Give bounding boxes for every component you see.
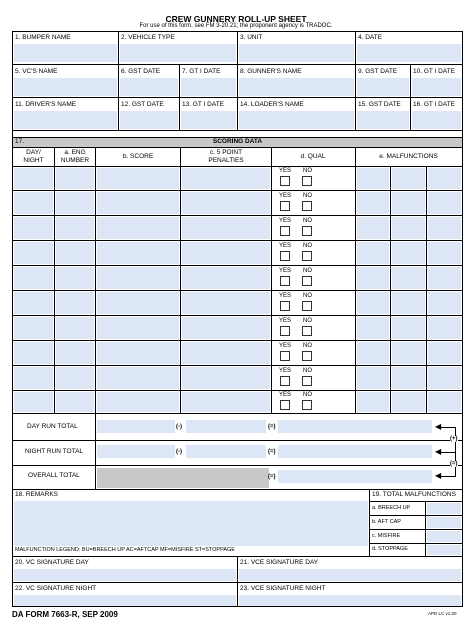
driver-name-label: 11. DRIVER'S NAME bbox=[15, 101, 77, 108]
gunner-gst-date-field[interactable] bbox=[357, 78, 409, 96]
day-night-header-line2: NIGHT bbox=[23, 157, 44, 164]
malfunction-cell[interactable] bbox=[428, 168, 461, 189]
malfunction-cell[interactable] bbox=[392, 168, 425, 189]
overall-total-label: OVERALL TOTAL bbox=[28, 472, 80, 479]
malfunctions-header: e. MALFUNCTIONS bbox=[379, 153, 438, 160]
malfunction-legend: MALFUNCTION LEGEND: BU=BREECH UP AC=AFTCAP MF=MISFIRE ST=STOPPAGE bbox=[15, 547, 235, 553]
eng-number-cell[interactable] bbox=[56, 217, 94, 239]
day-night-cell[interactable] bbox=[14, 342, 53, 364]
malfunction-cell[interactable] bbox=[428, 392, 461, 412]
day-night-cell[interactable] bbox=[14, 242, 53, 264]
loader-name-field[interactable] bbox=[239, 111, 354, 129]
day-night-cell[interactable] bbox=[14, 168, 53, 189]
form-id: DA FORM 7663-R, SEP 2009 bbox=[12, 610, 118, 619]
qual-yes-checkbox[interactable] bbox=[280, 226, 290, 236]
vehicle-type-field[interactable] bbox=[120, 44, 236, 62]
malfunction-cell[interactable] bbox=[392, 192, 425, 214]
bumper-name-label: 1. BUMPER NAME bbox=[15, 34, 71, 41]
qual-yes-label: YES bbox=[279, 268, 292, 274]
penalties-cell[interactable] bbox=[182, 168, 270, 189]
day-night-cell[interactable] bbox=[14, 392, 53, 412]
gunner-gt-date-label: 10. GT I DATE bbox=[413, 68, 456, 75]
vc-signature-night-label: 22. VC SIGNATURE NIGHT bbox=[15, 585, 97, 592]
penalties-cell[interactable] bbox=[182, 392, 270, 412]
vc-gt-date-label: 7. GT I DATE bbox=[182, 68, 221, 75]
eng-number-header-line1: a. ENG bbox=[64, 149, 86, 156]
qual-yes-checkbox[interactable] bbox=[280, 301, 290, 311]
qual-no-checkbox[interactable] bbox=[302, 301, 312, 311]
qual-yes-checkbox[interactable] bbox=[280, 201, 290, 211]
malfunction-cell[interactable] bbox=[357, 217, 389, 239]
penalties-header bbox=[181, 149, 271, 165]
eng-number-header bbox=[55, 149, 95, 165]
form-subtitle: For use of this form, see FM 3-20.21; the proponent agency is TRADOC. bbox=[139, 23, 333, 29]
qual-yes-label: YES bbox=[279, 318, 292, 324]
bumper-name-field[interactable] bbox=[14, 44, 117, 62]
qual-yes-checkbox[interactable] bbox=[280, 176, 290, 186]
malfunction-cell[interactable] bbox=[392, 292, 425, 314]
penalties-header-line1: c. 5 POINT bbox=[209, 149, 243, 156]
scoring-data-title: SCORING DATA bbox=[212, 138, 263, 145]
arrow-left-icon: ◀ bbox=[435, 422, 442, 431]
qual-no-checkbox[interactable] bbox=[302, 376, 312, 386]
qual-no-checkbox[interactable] bbox=[302, 226, 312, 236]
eng-number-cell[interactable] bbox=[56, 342, 94, 364]
score-cell[interactable] bbox=[97, 317, 179, 339]
qual-yes-checkbox[interactable] bbox=[280, 276, 290, 286]
aft-cap-label: b. AFT CAP bbox=[372, 519, 401, 525]
night-equals-sign: (=) bbox=[268, 449, 276, 455]
day-equals-sign: (=) bbox=[268, 424, 276, 430]
loader-name-label: 14. LOADER'S NAME bbox=[240, 101, 304, 108]
loader-gt-date-label: 16. GT I DATE bbox=[413, 101, 456, 108]
night-run-penalty-field[interactable] bbox=[186, 445, 266, 458]
malfunction-cell[interactable] bbox=[392, 342, 425, 364]
overall-equals-sign: (=) bbox=[268, 474, 276, 480]
malfunction-cell[interactable] bbox=[428, 242, 461, 264]
qual-no-checkbox[interactable] bbox=[302, 251, 312, 261]
loader-gst-date-label: 15. GST DATE bbox=[358, 101, 401, 108]
date-field[interactable] bbox=[357, 44, 461, 62]
qual-no-checkbox[interactable] bbox=[302, 176, 312, 186]
aft-cap-count[interactable] bbox=[427, 517, 461, 528]
remarks-field[interactable] bbox=[14, 501, 368, 546]
malfunction-cell[interactable] bbox=[392, 367, 425, 389]
eng-number-cell[interactable] bbox=[56, 242, 94, 264]
malfunction-cell[interactable] bbox=[392, 242, 425, 264]
day-night-cell[interactable] bbox=[14, 292, 53, 314]
eng-number-cell[interactable] bbox=[56, 292, 94, 314]
qual-yes-label: YES bbox=[279, 243, 292, 249]
malfunction-cell[interactable] bbox=[428, 317, 461, 339]
penalties-cell[interactable] bbox=[182, 267, 270, 289]
vc-gst-date-label: 6. GST DATE bbox=[121, 68, 161, 75]
qual-no-checkbox[interactable] bbox=[302, 201, 312, 211]
malfunction-cell[interactable] bbox=[357, 367, 389, 389]
driver-gst-date-field[interactable] bbox=[120, 111, 178, 129]
unit-field[interactable] bbox=[239, 44, 354, 62]
vc-signature-night-field[interactable] bbox=[14, 595, 236, 606]
vc-gt-date-field[interactable] bbox=[181, 78, 236, 96]
scoring-number: 17. bbox=[15, 138, 25, 145]
night-run-total-label: NIGHT RUN TOTAL bbox=[25, 448, 84, 455]
driver-gt-date-field[interactable] bbox=[181, 111, 236, 129]
score-cell[interactable] bbox=[97, 367, 179, 389]
gunner-gt-date-field[interactable] bbox=[412, 78, 461, 96]
penalties-cell[interactable] bbox=[182, 342, 270, 364]
night-minus-sign: (-) bbox=[176, 449, 182, 455]
penalties-cell[interactable] bbox=[182, 367, 270, 389]
qual-no-label: NO bbox=[303, 193, 312, 199]
score-cell[interactable] bbox=[97, 168, 179, 189]
malfunction-cell[interactable] bbox=[357, 168, 389, 189]
qual-no-label: NO bbox=[303, 368, 312, 374]
qual-yes-label: YES bbox=[279, 168, 292, 174]
malfunction-cell[interactable] bbox=[357, 267, 389, 289]
score-cell[interactable] bbox=[97, 217, 179, 239]
day-run-total-field[interactable] bbox=[278, 420, 432, 433]
qual-yes-checkbox[interactable] bbox=[280, 251, 290, 261]
qual-header: d. QUAL bbox=[300, 153, 326, 160]
breech-up-label: a. BREECH UP bbox=[372, 505, 411, 511]
qual-yes-checkbox[interactable] bbox=[280, 351, 290, 361]
day-night-cell[interactable] bbox=[14, 217, 53, 239]
day-run-total-label: DAY RUN TOTAL bbox=[27, 423, 78, 430]
vce-signature-day-field[interactable] bbox=[239, 569, 461, 581]
eng-number-header-line2: NUMBER bbox=[60, 157, 90, 164]
day-night-cell[interactable] bbox=[14, 192, 53, 214]
malfunction-cell[interactable] bbox=[392, 392, 425, 412]
penalties-cell[interactable] bbox=[182, 217, 270, 239]
eng-number-cell[interactable] bbox=[56, 168, 94, 189]
eng-number-cell[interactable] bbox=[56, 317, 94, 339]
qual-no-label: NO bbox=[303, 343, 312, 349]
vc-signature-day-label: 20. VC SIGNATURE DAY bbox=[15, 559, 89, 566]
score-cell[interactable] bbox=[97, 192, 179, 214]
qual-no-label: NO bbox=[303, 392, 312, 398]
qual-no-label: NO bbox=[303, 218, 312, 224]
qual-yes-label: YES bbox=[279, 392, 292, 398]
score-cell[interactable] bbox=[97, 242, 179, 264]
total-malfunctions-label: 19. TOTAL MALFUNCTIONS bbox=[372, 491, 456, 498]
day-run-score-field[interactable] bbox=[97, 420, 175, 433]
date-label: 4. DATE bbox=[358, 34, 383, 41]
malfunction-cell[interactable] bbox=[357, 342, 389, 364]
misfire-count[interactable] bbox=[427, 531, 461, 542]
qual-no-label: NO bbox=[303, 268, 312, 274]
loader-gst-date-field[interactable] bbox=[357, 111, 409, 129]
night-run-total-field[interactable] bbox=[278, 445, 432, 458]
day-night-header-line1: DAY/ bbox=[26, 149, 41, 156]
qual-yes-checkbox[interactable] bbox=[280, 326, 290, 336]
qual-yes-label: YES bbox=[279, 218, 292, 224]
qual-yes-label: YES bbox=[279, 293, 292, 299]
score-cell[interactable] bbox=[97, 342, 179, 364]
driver-name-field[interactable] bbox=[14, 111, 117, 129]
penalties-cell[interactable] bbox=[182, 192, 270, 214]
gunner-name-field[interactable] bbox=[239, 78, 354, 96]
penalties-cell[interactable] bbox=[182, 317, 270, 339]
qual-yes-label: YES bbox=[279, 368, 292, 374]
gunner-name-label: 8. GUNNER'S NAME bbox=[240, 68, 302, 75]
qual-yes-label: YES bbox=[279, 193, 292, 199]
malfunction-cell[interactable] bbox=[428, 217, 461, 239]
malfunction-cell[interactable] bbox=[428, 342, 461, 364]
arrow-left-icon: ◀ bbox=[435, 471, 442, 480]
arrow-left-icon: ◀ bbox=[435, 447, 442, 456]
penalties-cell[interactable] bbox=[182, 292, 270, 314]
malfunction-cell[interactable] bbox=[357, 192, 389, 214]
driver-gst-date-label: 12. GST DATE bbox=[121, 101, 164, 108]
form-title: CREW GUNNERY ROLL-UP SHEET bbox=[165, 14, 307, 24]
day-night-cell[interactable] bbox=[14, 267, 53, 289]
malfunction-cell[interactable] bbox=[428, 292, 461, 314]
vc-gst-date-field[interactable] bbox=[120, 78, 178, 96]
malfunction-cell[interactable] bbox=[357, 317, 389, 339]
score-cell[interactable] bbox=[97, 392, 179, 412]
score-cell[interactable] bbox=[97, 267, 179, 289]
day-run-penalty-field[interactable] bbox=[186, 420, 266, 433]
malfunction-cell[interactable] bbox=[428, 367, 461, 389]
qual-no-checkbox[interactable] bbox=[302, 276, 312, 286]
vce-signature-night-label: 23. VCE SIGNATURE NIGHT bbox=[240, 585, 326, 592]
loader-gt-date-field[interactable] bbox=[412, 111, 461, 129]
stoppage-label: d. STOPPAGE bbox=[372, 546, 408, 552]
score-cell[interactable] bbox=[97, 292, 179, 314]
eng-number-cell[interactable] bbox=[56, 367, 94, 389]
breech-up-count[interactable] bbox=[427, 503, 461, 514]
vc-name-field[interactable] bbox=[14, 78, 117, 96]
qual-yes-checkbox[interactable] bbox=[280, 376, 290, 386]
malfunction-cell[interactable] bbox=[357, 392, 389, 412]
vehicle-type-label: 2. VEHICLE TYPE bbox=[121, 34, 175, 41]
malfunction-cell[interactable] bbox=[357, 292, 389, 314]
overall-score-greyed bbox=[97, 468, 269, 488]
qual-yes-label: YES bbox=[279, 343, 292, 349]
malfunction-cell[interactable] bbox=[428, 267, 461, 289]
driver-gt-date-label: 13. GT I DATE bbox=[182, 101, 225, 108]
stoppage-count[interactable] bbox=[427, 545, 461, 555]
qual-no-checkbox[interactable] bbox=[302, 326, 312, 336]
gunner-gst-date-label: 9. GST DATE bbox=[358, 68, 398, 75]
eng-number-cell[interactable] bbox=[56, 267, 94, 289]
day-night-cell[interactable] bbox=[14, 317, 53, 339]
day-night-cell[interactable] bbox=[14, 367, 53, 389]
qual-yes-checkbox[interactable] bbox=[280, 400, 290, 410]
qual-no-label: NO bbox=[303, 243, 312, 249]
night-run-score-field[interactable] bbox=[97, 445, 175, 458]
eng-number-cell[interactable] bbox=[56, 392, 94, 412]
qual-no-label: NO bbox=[303, 293, 312, 299]
total-equals-sign: (=) bbox=[450, 461, 458, 467]
penalties-header-line2: PENALTIES bbox=[208, 157, 244, 164]
eng-number-cell[interactable] bbox=[56, 192, 94, 214]
penalties-cell[interactable] bbox=[182, 242, 270, 264]
qual-no-checkbox[interactable] bbox=[302, 400, 312, 410]
qual-no-checkbox[interactable] bbox=[302, 351, 312, 361]
score-header: b. SCORE bbox=[122, 153, 154, 160]
vce-signature-night-field[interactable] bbox=[239, 595, 461, 606]
vc-name-label: 5. VC'S NAME bbox=[15, 68, 58, 75]
day-minus-sign: (-) bbox=[176, 424, 182, 430]
vc-signature-day-field[interactable] bbox=[14, 569, 236, 581]
form-version: APD LC v1.00 bbox=[428, 611, 457, 616]
malfunction-cell[interactable] bbox=[357, 242, 389, 264]
overall-total-field[interactable] bbox=[278, 470, 432, 483]
malfunction-cell[interactable] bbox=[428, 192, 461, 214]
malfunction-cell[interactable] bbox=[392, 317, 425, 339]
malfunction-cell[interactable] bbox=[392, 217, 425, 239]
qual-no-label: NO bbox=[303, 318, 312, 324]
plus-sign: (+) bbox=[450, 436, 458, 442]
misfire-label: c. MISFIRE bbox=[372, 533, 401, 539]
qual-no-label: NO bbox=[303, 168, 312, 174]
vce-signature-day-label: 21. VCE SIGNATURE DAY bbox=[240, 559, 319, 566]
day-night-header bbox=[13, 149, 54, 165]
unit-label: 3. UNIT bbox=[240, 34, 263, 41]
remarks-label: 18. REMARKS bbox=[15, 491, 58, 498]
malfunction-cell[interactable] bbox=[392, 267, 425, 289]
